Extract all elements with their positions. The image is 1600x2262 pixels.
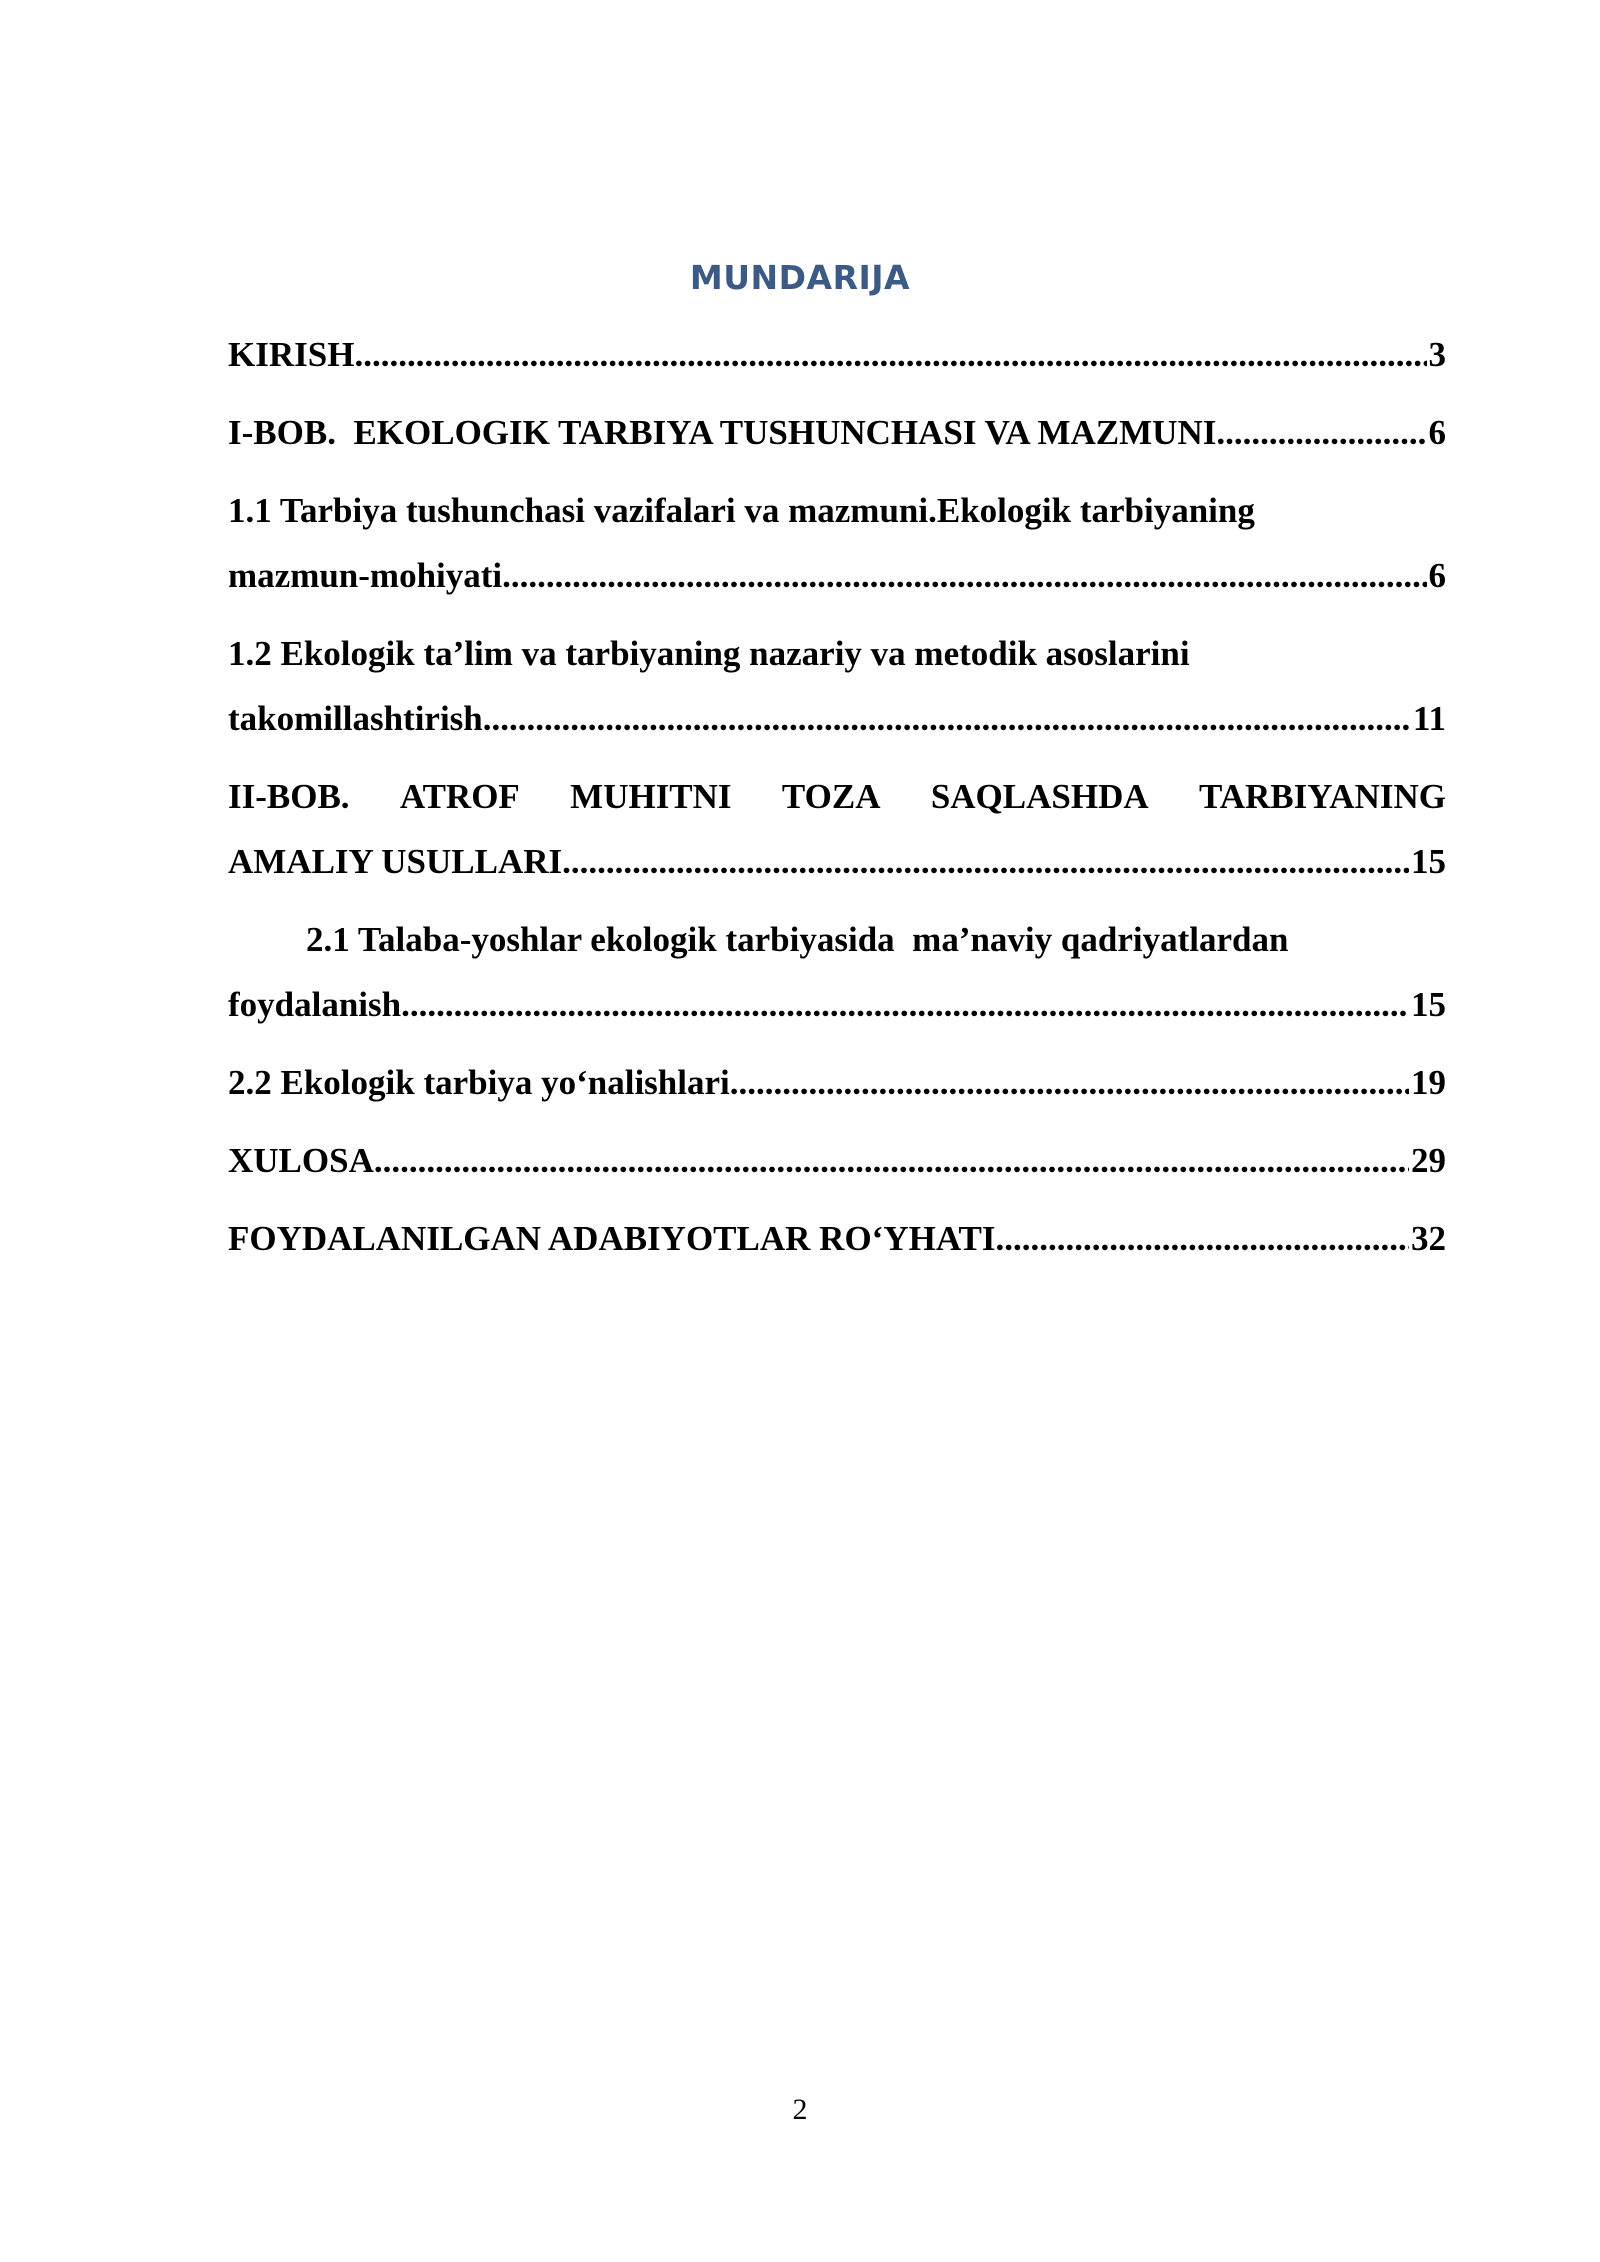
table-of-contents (228, 322, 1446, 1284)
toc-entry-line2: foydalanish (228, 985, 402, 1024)
toc-entry-label: FOYDALANILGAN ADABIYOTLAR RO‘YHATI (228, 1219, 996, 1258)
dot-leader (1216, 400, 1426, 465)
dot-leader (374, 1128, 1409, 1193)
dot-leader (730, 1050, 1409, 1115)
toc-entry-line1: 1.2 Ekologik ta’lim va tarbiyaning nazariy va metodik asoslarini (228, 634, 1190, 673)
dot-leader (562, 829, 1409, 894)
toc-entry-adabiyotlar[interactable] (228, 1206, 1446, 1271)
toc-entry-xulosa[interactable] (228, 1128, 1446, 1193)
toc-entry-line1 (228, 764, 1446, 829)
toc-entry-page: 15 (1411, 842, 1446, 881)
heading-word: TARBIYANING (1198, 777, 1446, 816)
heading-word: SAQLASHDA (930, 777, 1149, 816)
dot-leader (502, 543, 1426, 608)
heading-word: MUHITNI (570, 777, 732, 816)
toc-entry-line1: 1.1 Tarbiya tushunchasi vazifalari va mazmuni.Ekologik tarbiyaning (228, 491, 1255, 530)
toc-entry-line2: mazmun-mohiyati (228, 556, 503, 595)
heading-word: TOZA (781, 777, 881, 816)
toc-entry-page: 6 (1428, 556, 1446, 595)
toc-entry-page: 15 (1411, 985, 1446, 1024)
dot-leader (401, 972, 1409, 1037)
toc-entry-label: I-BOB. EKOLOGIK TARBIYA TUSHUNCHASI VA MAZMUNI (228, 413, 1217, 452)
toc-entry-page: 11 (1412, 699, 1446, 738)
toc-entry-bob1[interactable] (228, 400, 1446, 465)
toc-entry-page: 32 (1411, 1219, 1446, 1258)
toc-title: MUNDARIJA (689, 258, 911, 297)
heading-word: II-BOB. (228, 777, 350, 816)
toc-entry-2-1[interactable] (228, 907, 1446, 1037)
toc-entry-label: XULOSA (228, 1141, 374, 1180)
page-number: 2 (792, 2093, 808, 2126)
toc-entry-line1: 2.1 Talaba-yoshlar ekologik tarbiyasida ma’naviy qadriyatlardan (306, 920, 1289, 959)
toc-entry-2-2[interactable] (228, 1050, 1446, 1115)
toc-entry-line2: AMALIY USULLARI (228, 842, 563, 881)
toc-entry-page: 29 (1411, 1141, 1446, 1180)
toc-entry-page: 3 (1428, 335, 1446, 374)
toc-entry-1-2[interactable] (228, 621, 1446, 751)
dot-leader (354, 322, 1426, 387)
toc-entry-line2: takomillashtirish (228, 699, 483, 738)
toc-entry-page: 6 (1428, 413, 1446, 452)
toc-entry-page: 19 (1411, 1063, 1446, 1102)
toc-entry-kirish[interactable] (228, 322, 1446, 387)
toc-entry-label: 2.2 Ekologik tarbiya yo‘nalishlari (228, 1063, 730, 1102)
heading-word: ATROF (399, 777, 520, 816)
toc-entry-label: KIRISH (228, 335, 355, 374)
toc-entry-bob2[interactable] (228, 764, 1446, 894)
toc-entry-1-1[interactable] (228, 478, 1446, 608)
dot-leader (483, 686, 1411, 751)
dot-leader (995, 1206, 1409, 1271)
